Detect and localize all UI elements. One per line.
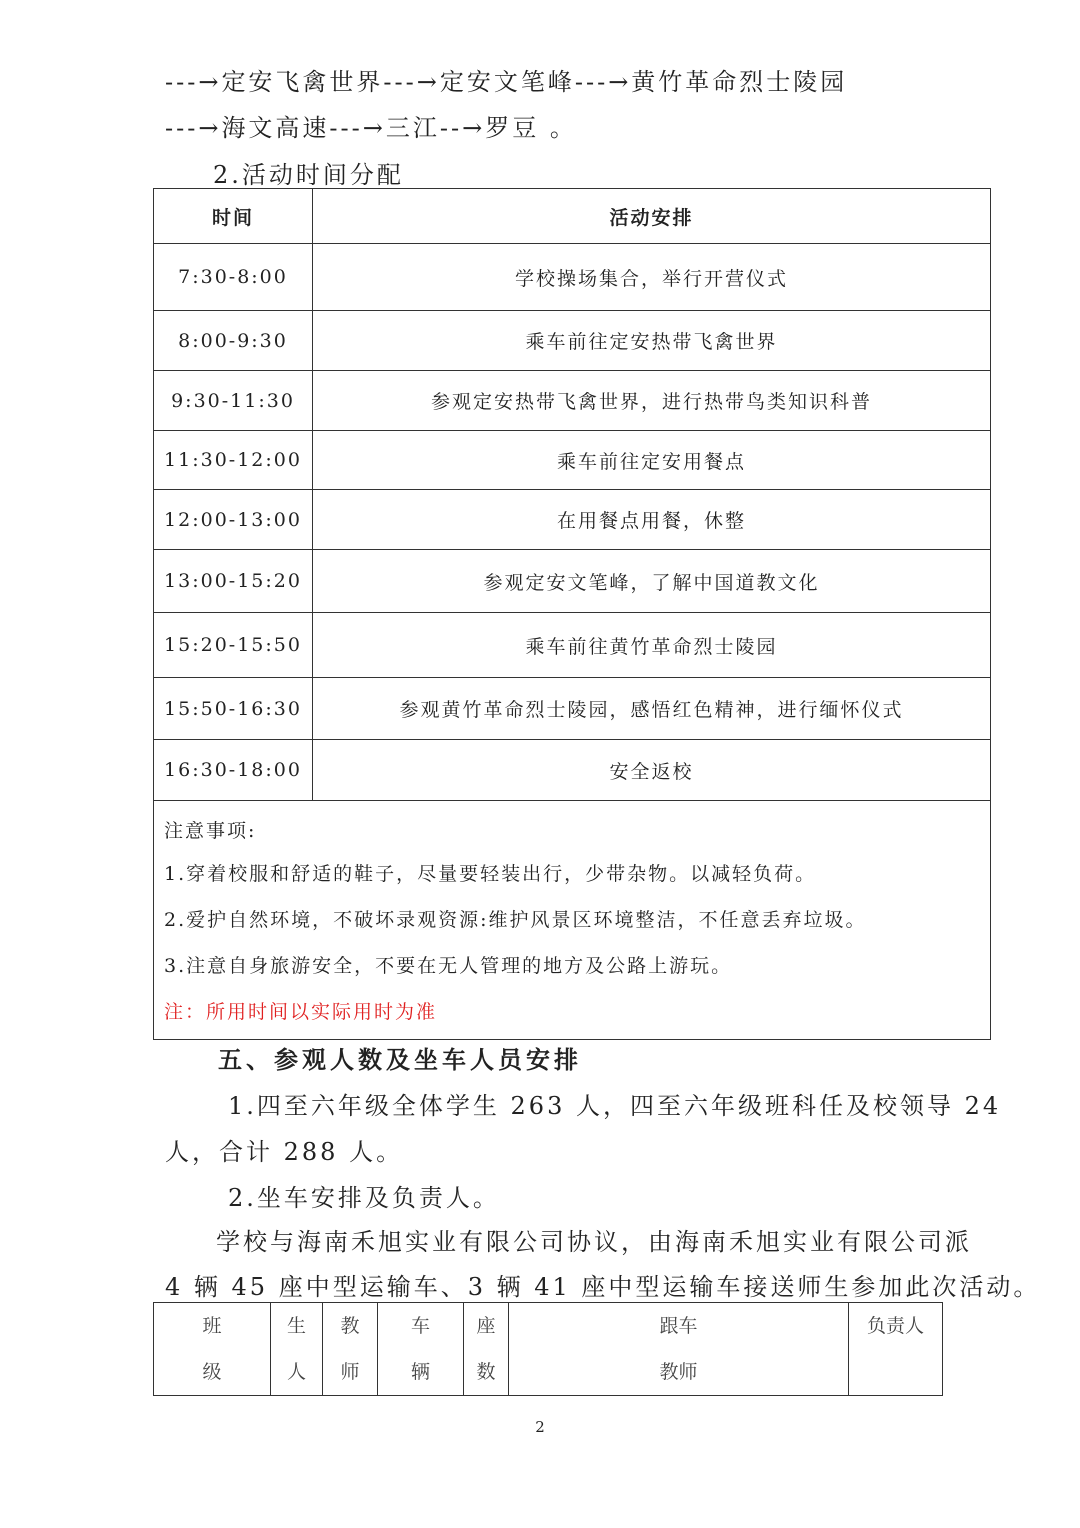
header-top: 班 [202,1315,222,1337]
time-cell: 15:50-16:30 [154,678,313,740]
header-bottom: 级 [202,1361,222,1383]
route-line-2: ---→海文高速---→三江--→罗豆 。 [165,114,577,142]
page-number: 2 [535,1418,545,1436]
activity-cell: 参观定安文笔峰，了解中国道教文化 [313,550,991,613]
header-time: 时间 [154,189,313,244]
header-top: 教 [340,1315,360,1337]
section5-p3-line1: 学校与海南禾旭实业有限公司协议，由海南禾旭实业有限公司派 [216,1228,972,1256]
bus-table [153,1302,943,1396]
table-row [154,431,991,490]
bus-header-class [154,1303,271,1396]
time-cell: 7:30-8:00 [154,244,313,311]
schedule-heading: 2.活动时间分配 [213,161,404,189]
bus-header-students [271,1303,323,1396]
notes-cell [154,801,991,1040]
schedule-header-row [154,189,991,244]
table-row [154,678,991,740]
time-cell: 8:00-9:30 [154,311,313,371]
header-top: 负责人 [866,1315,924,1337]
header-top: 生 [286,1315,306,1337]
bus-header-person-in-charge [849,1303,943,1396]
activity-cell: 乘车前往定安用餐点 [313,431,991,490]
table-row [154,613,991,678]
activity-cell: 参观黄竹革命烈士陵园，感悟红色精神，进行缅怀仪式 [313,678,991,740]
note-item: 1.穿着校服和舒适的鞋子，尽量要轻装出行，少带杂物。以减轻负荷。 [164,863,817,885]
table-row [154,311,991,371]
table-row [154,550,991,613]
notes-row [154,801,991,1040]
header-bottom: 辆 [410,1361,430,1383]
bus-header-seats [464,1303,509,1396]
section5-p2: 2.坐车安排及负责人。 [228,1184,500,1212]
time-cell: 11:30-12:00 [154,431,313,490]
activity-cell: 乘车前往黄竹革命烈士陵园 [313,613,991,678]
time-cell: 9:30-11:30 [154,371,313,431]
header-bottom: 教师 [659,1361,698,1383]
activity-cell: 乘车前往定安热带飞禽世界 [313,311,991,371]
note-item: 2.爱护自然环境，不破坏录观资源:维护风景区环境整洁，不任意丢弃垃圾。 [164,909,867,931]
section5-p1-line2: 人，合计 288 人。 [165,1138,404,1166]
header-bottom: 人 [286,1361,306,1383]
bus-header-escort-teacher [509,1303,849,1396]
time-cell: 13:00-15:20 [154,550,313,613]
bus-header-row [154,1303,943,1396]
time-cell: 12:00-13:00 [154,490,313,550]
table-row [154,244,991,311]
route-line-1: ---→定安飞禽世界---→定安文笔峰---→黄竹革命烈士陵园 [165,68,848,96]
bus-header-vehicle [378,1303,464,1396]
time-cell: 16:30-18:00 [154,740,313,801]
table-row [154,371,991,431]
header-top: 座 [476,1315,496,1337]
header-activity: 活动安排 [313,189,991,244]
header-bottom: 师 [340,1361,360,1383]
note-item: 3.注意自身旅游安全，不要在无人管理的地方及公路上游玩。 [164,955,733,977]
header-top: 车 [410,1315,430,1337]
time-cell: 15:20-15:50 [154,613,313,678]
section5-title: 五、参观人数及坐车人员安排 [218,1045,582,1074]
section5-p1-line1: 1.四至六年级全体学生 263 人，四至六年级班科任及校领导 24 [228,1092,1002,1120]
section5-p3-line2: 4 辆 45 座中型运输车、3 辆 41 座中型运输车接送师生参加此次活动。 [165,1273,1041,1301]
red-note: 注：所用时间以实际用时为准 [164,1001,438,1023]
header-bottom: 数 [476,1361,496,1383]
schedule-table [153,188,991,1040]
bus-header-teachers [323,1303,378,1396]
table-row [154,740,991,801]
table-row [154,490,991,550]
activity-cell: 在用餐点用餐，休整 [313,490,991,550]
activity-cell: 参观定安热带飞禽世界，进行热带鸟类知识科普 [313,371,991,431]
activity-cell: 学校操场集合，举行开营仪式 [313,244,991,311]
activity-cell: 安全返校 [313,740,991,801]
notes-title: 注意事项: [164,820,257,842]
header-top: 跟车 [659,1315,698,1337]
